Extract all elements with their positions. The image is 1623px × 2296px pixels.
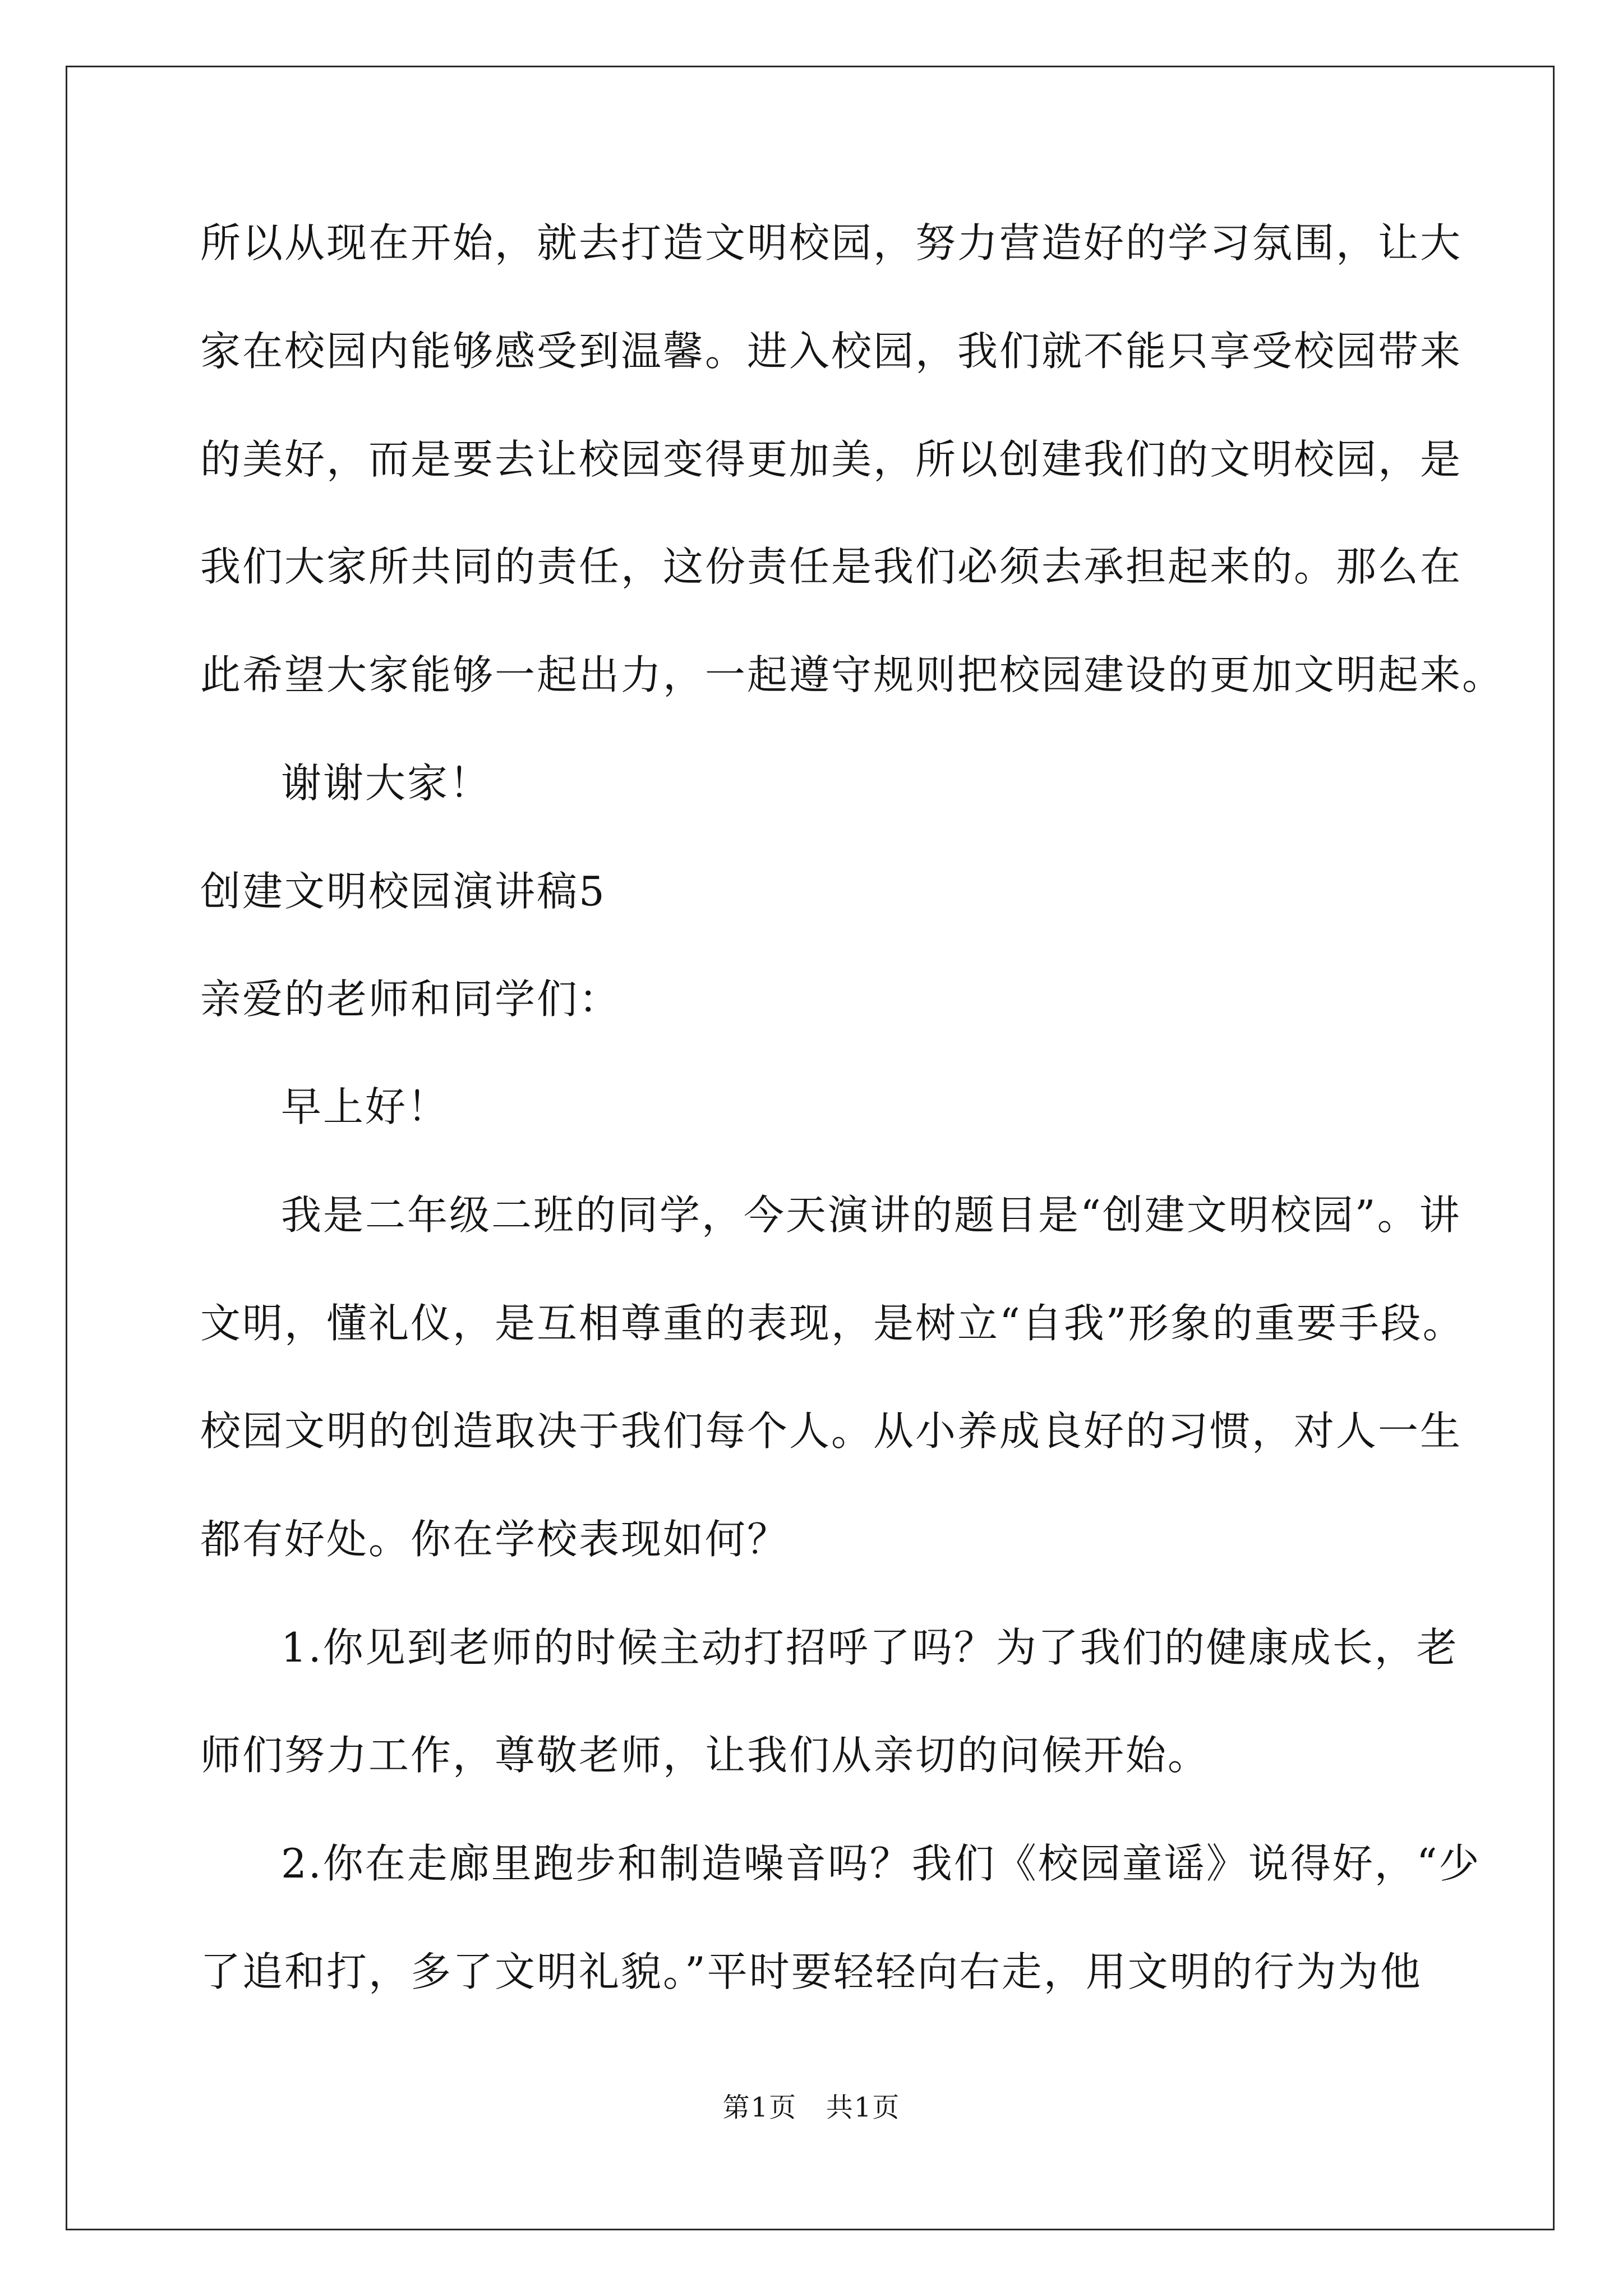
body-line: 都有好处。你在学校表现如何？ — [200, 1516, 790, 1563]
body-line: 我们大家所共同的责任，这份责任是我们必须去承担起来的。那么在 — [200, 543, 1463, 590]
body-line: 的美好，而是要去让校园变得更加美，所以创建我们的文明校园，是 — [200, 436, 1463, 483]
greeting: 早上好！ — [281, 1083, 450, 1130]
body-line: 此希望大家能够一起出力，一起遵守规则把校园建设的更加文明起来。 — [200, 651, 1505, 698]
body-line: 家在校园内能够感受到温馨。进入校园，我们就不能只享受校园带来 — [200, 328, 1463, 375]
page-border — [66, 66, 1555, 2230]
body-line: 校园文明的创造取决于我们每个人。从小养成良好的习惯，对人一生 — [200, 1407, 1463, 1455]
body-line: 我是二年级二班的同学，今天演讲的题目是“创建文明校园”。讲 — [281, 1191, 1461, 1239]
page-number-footer: 第1页 共1页 — [722, 2092, 901, 2123]
body-line: 文明，懂礼仪，是互相尊重的表现，是树立“自我”形象的重要手段。 — [200, 1300, 1465, 1347]
body-line: 所以从现在开始，就去打造文明校园，努力营造好的学习氛围，让大 — [200, 219, 1463, 266]
section-title: 创建文明校园演讲稿5 — [200, 868, 606, 915]
closing-thanks: 谢谢大家！ — [281, 760, 492, 807]
list-item-2: 2.你在走廊里跑步和制造噪音吗？我们《校园童谣》说得好，“少 — [281, 1840, 1481, 1887]
list-item-1: 1.你见到老师的时候主动打招呼了吗？为了我们的健康成长，老 — [281, 1624, 1459, 1671]
salutation: 亲爱的老师和同学们： — [200, 976, 621, 1023]
body-line: 了追和打，多了文明礼貌。”平时要轻轻向右走，用文明的行为为他 — [200, 1948, 1422, 1995]
body-line: 师们努力工作，尊敬老师，让我们从亲切的问候开始。 — [200, 1732, 1210, 1779]
